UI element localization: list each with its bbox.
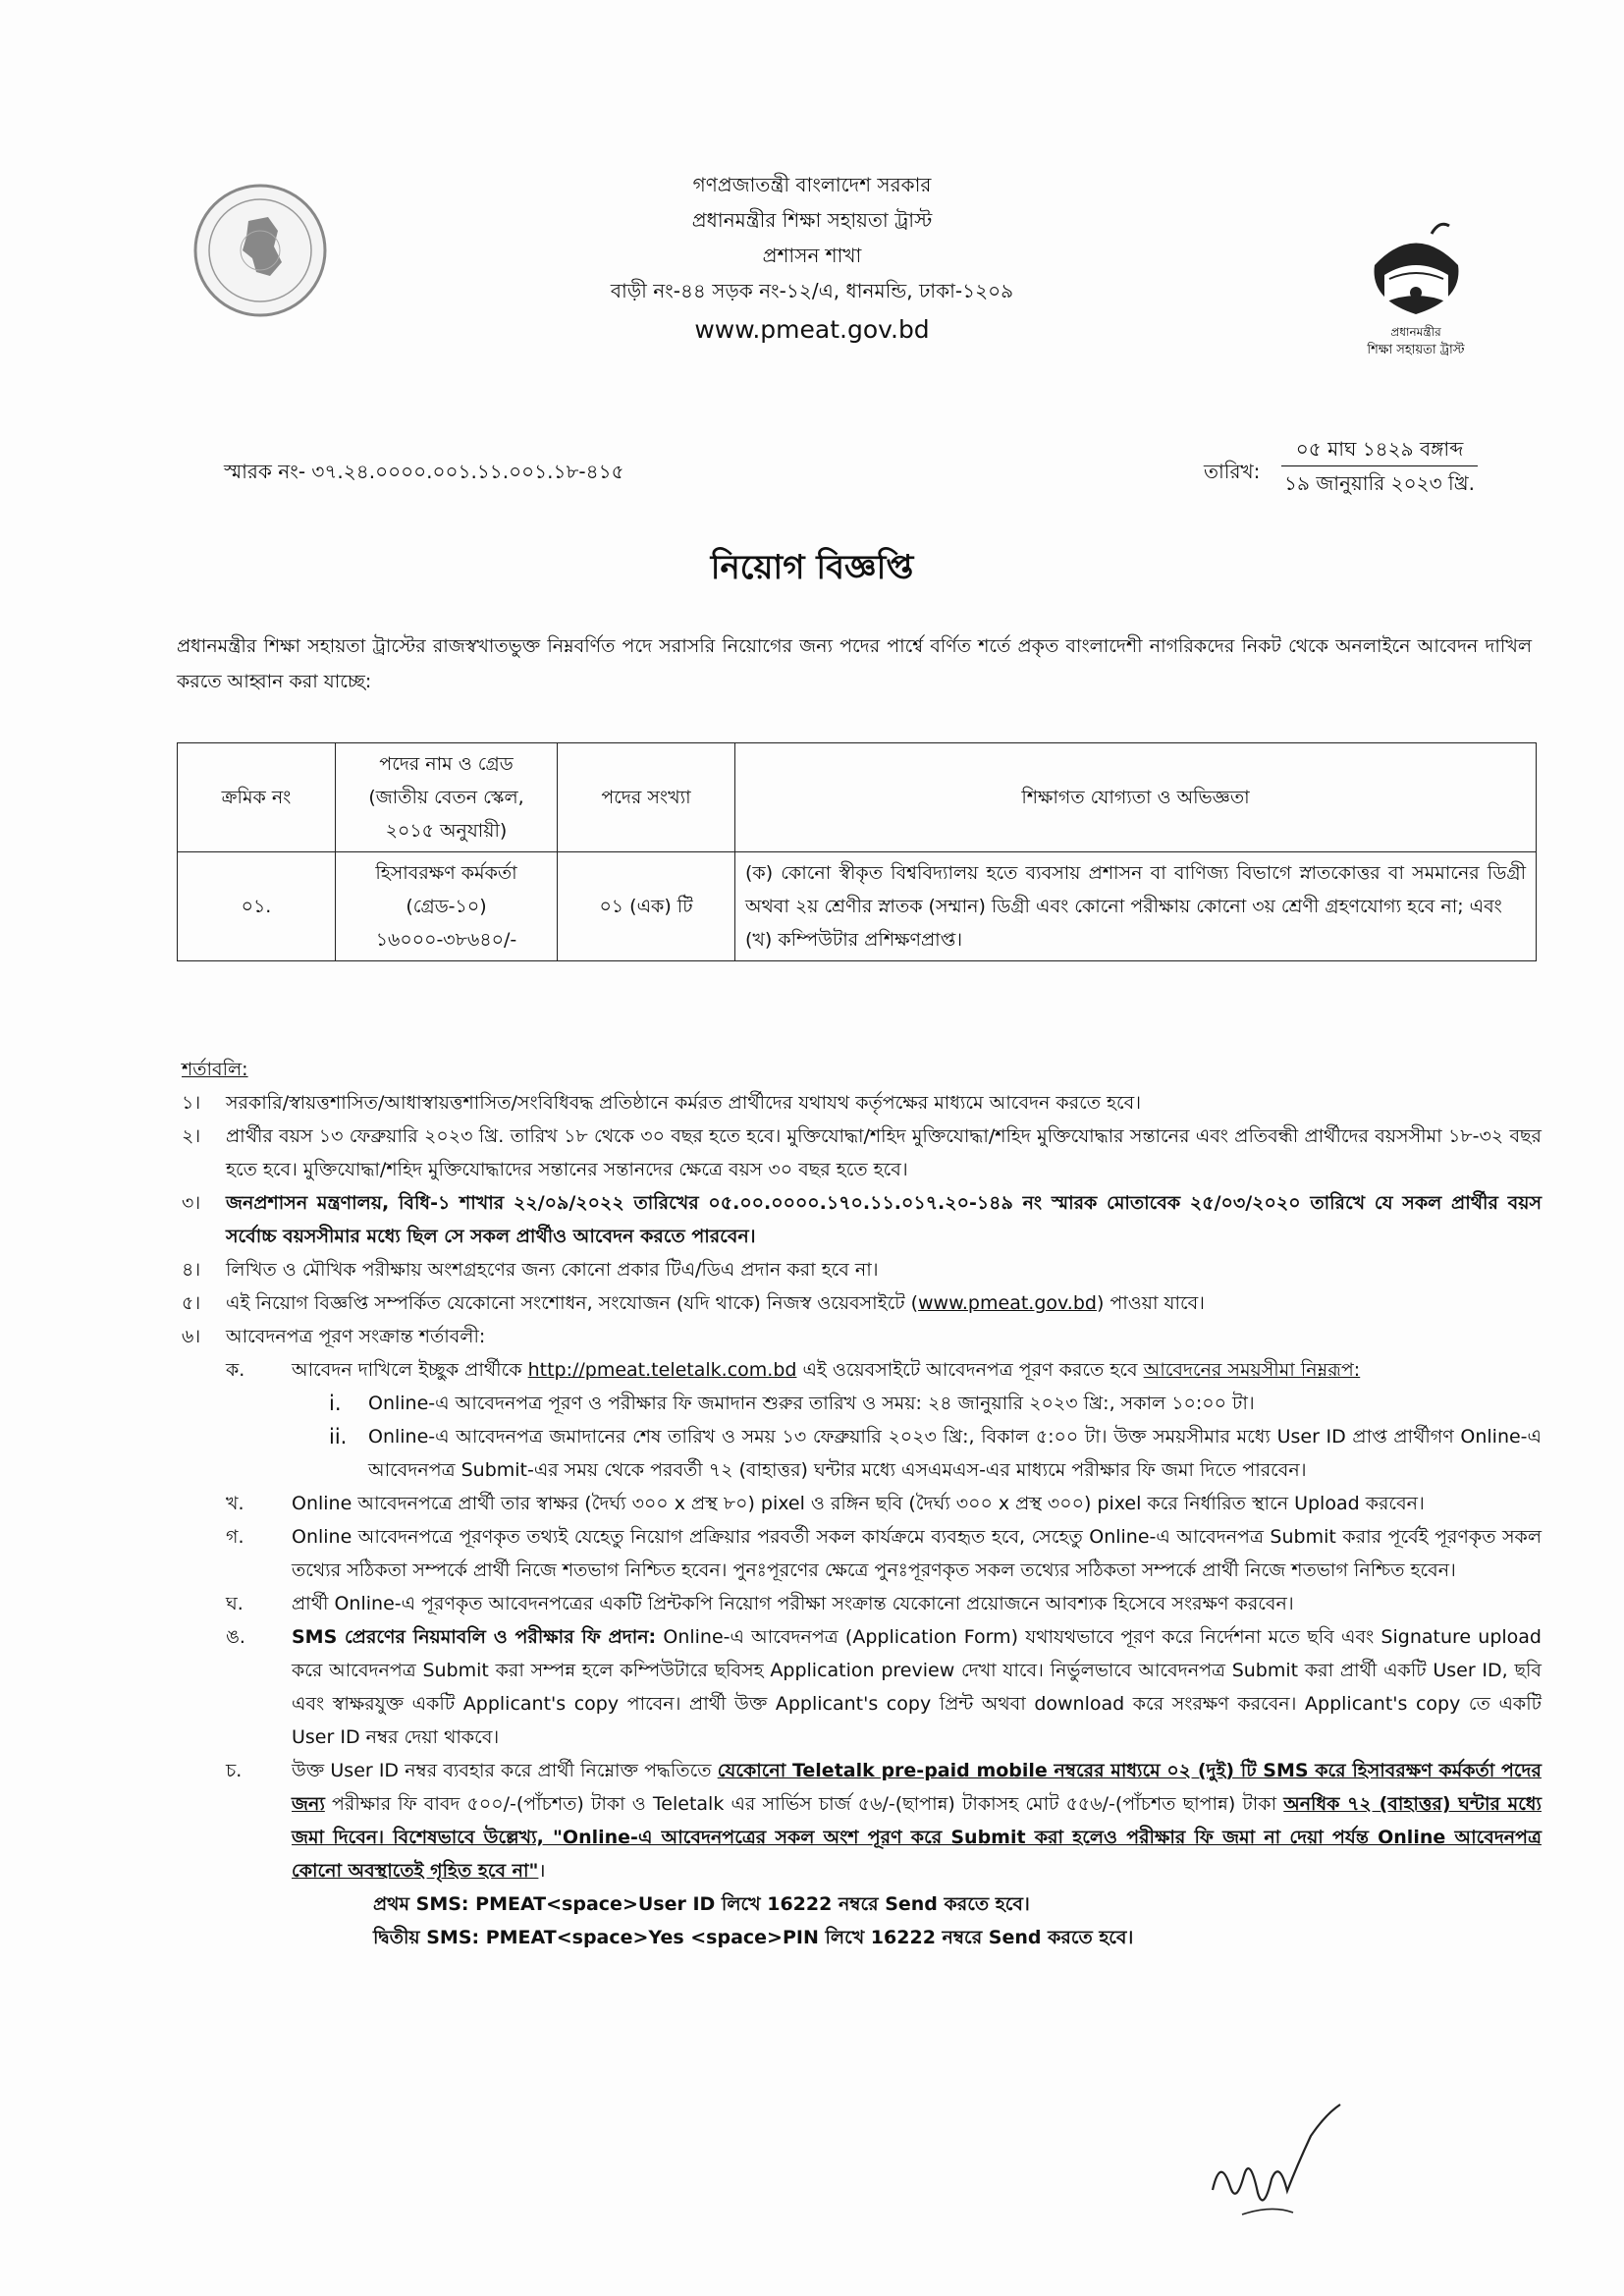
table-header-row	[178, 743, 1537, 852]
condition-item	[182, 1286, 1542, 1320]
condition-number: ৫।	[182, 1292, 201, 1314]
header-count: পদের সংখ্যা	[558, 743, 735, 852]
memo-number: স্মারক নং- ৩৭.২৪.০০০০.০০১.১১.০০১.১৮-৪১৫	[224, 460, 624, 483]
sub-text	[292, 1620, 1542, 1754]
ka-text-post: এই ওয়েবসাইটে আবেদনপত্র পূরণ করতে হবে	[796, 1359, 1138, 1381]
government-seal-logo	[191, 182, 329, 319]
sub-label: খ.	[226, 1493, 244, 1514]
condition-number: ৪।	[182, 1259, 201, 1281]
condition-text: আবেদনপত্র পূরণ সংক্রান্ত শর্তাবলী:	[226, 1326, 486, 1347]
header-post-line1: পদের নাম ও গ্রেড	[379, 753, 514, 775]
row-qualification	[735, 852, 1537, 961]
website-link[interactable]: www.pmeat.gov.bd	[918, 1292, 1097, 1314]
signature	[1203, 2097, 1350, 2244]
trust-logo	[1355, 216, 1478, 368]
row-count: ০১ (এক) টি	[558, 852, 735, 961]
sub-item-ii	[329, 1420, 1542, 1487]
ka-text-pre: আবেদন দাখিলে ইচ্ছুক প্রার্থীকে	[292, 1359, 528, 1381]
sub-label: গ.	[226, 1526, 244, 1548]
condition-item	[182, 1186, 1542, 1253]
sub-condition-ka	[226, 1353, 1542, 1387]
intro-paragraph: প্রধানমন্ত্রীর শিক্ষা সহায়তা ট্রাস্টের রাজস্বখাতভুক্ত নিম্নবর্ণিত পদে সরাসরি নিয়োগের জন্য পদের পার্শ্বে বর্ণিত শর্তে প্রকৃত বাংলাদেশী নাগরিকদের নিকট থেকে অনলাইনে আবেদন দাখিল করতে আহ্বান করা যাচ্ছে:	[177, 635, 1532, 692]
sub-label: ঘ.	[226, 1593, 244, 1614]
row-grade: (গ্রেড-১০)	[406, 896, 487, 917]
condition-text: প্রার্থীর বয়স ১৩ ফেব্রুয়ারি ২০২৩ খ্রি. তারিখ ১৮ থেকে ৩০ বছর হতে হবে। মুক্তিযোদ্ধা/শহিদ মুক্তিযোদ্ধা/শহিদ মুক্তিযোদ্ধার সন্তানের এবং প্রতিবন্ধী প্রার্থীদের বয়সসীমা ১৮-৩২ বছর হতে হবে। মুক্তিযোদ্ধা/শহিদ মুক্তিযোদ্ধাদের সন্তানের সন্তানদের ক্ষেত্রে বয়স ৩০ বছর হতে হবে।	[226, 1125, 1542, 1180]
cha-emphasis-1: যেকোনো Teletalk pre-paid mobile নম্বরের মাধ্যমে ০২ (দুই) টি SMS করে হিসাবরক্ষণ কর্মকর্তা পদের জন্য	[292, 1760, 1542, 1815]
sub-text: Online-এ আবেদনপত্র জমাদানের শেষ তারিখ ও সময় ১৩ ফেব্রুয়ারি ২০২৩ খ্রি:, বিকাল ৫:০০ টা। উক্ত সময়সীমার মধ্যে User ID প্রাপ্ত প্রার্থীগণ Online-এ আবেদনপত্র Submit-এর সময় থেকে পরবর্তী ৭২ (বাহাত্তর) ঘন্টার মধ্যে এসএমএস-এর মাধ্যমে পরীক্ষার ফি জমা দিতে পারবেন।	[368, 1426, 1542, 1481]
qualification-b: (খ) কম্পিউটার প্রশিক্ষণপ্রাপ্ত।	[745, 929, 963, 951]
condition-item	[182, 1320, 1542, 1353]
cha-text-mid: পরীক্ষার ফি বাবদ ৫০০/-(পাঁচশত) টাকা ও Teletalk এর সার্ভিস চার্জ ৫৬/-(ছাপান্ন) টাকাসহ মোট ৫৫৬/-(পাঁচশত ছাপান্ন) টাকা	[324, 1793, 1284, 1815]
date-label: তারিখ:	[1204, 460, 1261, 483]
row-serial: ০১.	[178, 852, 336, 961]
condition-text-post: ) পাওয়া যাবে।	[1096, 1292, 1205, 1314]
sms-instruction-1: প্রথম SMS: PMEAT<space>User ID লিখে 16222 নম্বরে Send করতে হবে।	[373, 1893, 1030, 1915]
date-english: ১৯ জানুয়ারি ২০২৩ খ্রি.	[1284, 471, 1475, 495]
sub-text: প্রার্থী Online-এ পূরণকৃত আবেদনপত্রের একটি প্রিন্টকপি নিয়োগ পরীক্ষা সংক্রান্ত যেকোনো প্রয়োজনে আবশ্যক হিসেবে সংরক্ষণ করবেন।	[292, 1593, 1294, 1614]
condition-text: সরকারি/স্বায়ত্তশাসিত/আধাস্বায়ত্তশাসিত/সংবিধিবদ্ধ প্রতিষ্ঠানে কর্মরত প্রার্থীদের যথাযথ কর্তৃপক্ষের মাধ্যমে আবেদন করতে হবে।	[226, 1092, 1142, 1114]
header-address: বাড়ী নং-৪৪ সড়ক নং-১২/এ, ধানমন্ডি, ঢাকা-১২০৯	[610, 279, 1014, 302]
sub-label: ii.	[329, 1425, 348, 1449]
cha-text-pre: উক্ত User ID নম্বর ব্যবহার করে প্রার্থী নিম্নোক্ত পদ্ধতিতে	[292, 1760, 718, 1781]
condition-number: ৬।	[182, 1326, 201, 1347]
sub-condition-gha	[226, 1587, 1542, 1620]
cha-emphasis-2: অনধিক ৭২ (বাহাত্তর) ঘন্টার মধ্যে জমা দিবেন। বিশেষভাবে উল্লেখ্য, "Online-এ আবেদনপত্রের সকল অংশ পূরণ করে Submit করা হলেও পরীক্ষার ফি জমা না দেয়া পর্যন্ত Online আবেদনপত্র কোনো অবস্থাতেই গৃহিত হবে না"	[292, 1793, 1542, 1882]
sub-item-i	[329, 1387, 1542, 1420]
header-government: গণপ্রজাতন্ত্রী বাংলাদেশ সরকার	[692, 173, 932, 196]
row-post-name: হিসাবরক্ষণ কর্মকর্তা	[375, 862, 517, 884]
sms-rules-text: Online-এ আবেদনপত্র (Application Form) যথাযথভাবে পূরণ করে নির্দেশনা মতে ছবি এবং Signature upload করে আবেদনপত্র Submit করা সম্পন্ন হলে কম্পিউটারে ছবিসহ Application preview দেখা যাবে। নির্ভুলভাবে আবেদনপত্র Submit করা প্রার্থী একটি User ID, ছবি এবং স্বাক্ষরযুক্ত একটি Applicant's copy পাবেন। প্রার্থী উক্ত Applicant's copy প্রিন্ট অথবা download করে সংরক্ষণ করবেন। Applicant's copy তে একটি User ID নম্বর দেয়া থাকবে।	[292, 1626, 1542, 1748]
header-website[interactable]: www.pmeat.gov.bd	[694, 315, 930, 344]
sub-label: ঙ.	[226, 1626, 245, 1648]
sub-condition-ga	[226, 1520, 1542, 1587]
header-branch: প্রশাসন শাখা	[762, 244, 862, 267]
trust-logo-text2: শিক্ষা সহায়তা ট্রাস্ট	[1367, 343, 1465, 357]
date-block	[1281, 432, 1478, 500]
table-row	[178, 852, 1537, 961]
header-trust-name: প্রধানমন্ত্রীর শিক্ষা সহায়তা ট্রাস্ট	[691, 208, 933, 232]
date-bangla: ০৫ মাঘ ১৪২৯ বঙ্গাব্দ	[1281, 432, 1478, 466]
condition-item	[182, 1086, 1542, 1120]
qualification-a: (ক) কোনো স্বীকৃত বিশ্ববিদ্যালয় হতে ব্যবসায় প্রশাসন বা বাণিজ্য বিভাগে স্নাতকোত্তর বা সমমানের ডিগ্রী অথবা ২য় শ্রেণীর স্নাতক (সম্মান) ডিগ্রী এবং কোনো পরীক্ষায় কোনো ৩য় শ্রেণী গ্রহণযোগ্য হবে না; এবং	[745, 862, 1526, 917]
sub-condition-cha	[226, 1754, 1542, 1887]
sub-label: চ.	[226, 1760, 243, 1781]
sub-text: Online-এ আবেদনপত্র পূরণ ও পরীক্ষার ফি জমাদান শুরুর তারিখ ও সময়: ২৪ জানুয়ারি ২০২৩ খ্রি:, সকাল ১০:০০ টা।	[368, 1393, 1255, 1414]
sub-condition-uma	[226, 1620, 1542, 1754]
header-serial: ক্রমিক নং	[178, 743, 336, 852]
conditions-section	[182, 1053, 1542, 1954]
header-post-line2: (জাতীয় বেতন স্কেল,	[368, 787, 524, 808]
header-post	[336, 743, 558, 852]
header-qualification: শিক্ষাগত যোগ্যতা ও অভিজ্ঞতা	[735, 743, 1537, 852]
condition-item	[182, 1253, 1542, 1286]
letterhead	[491, 167, 1133, 348]
condition-text	[226, 1286, 1542, 1320]
sub-text: Online আবেদনপত্রে পূরণকৃত তথ্যই যেহেতু নিয়োগ প্রক্রিয়ার পরবর্তী সকল কার্যক্রমে ব্যবহৃত হবে, সেহেতু Online-এ আবেদনপত্র Submit করার পূর্বেই পূরণকৃত সকল তথ্যের সঠিকতা সম্পর্কে প্রার্থী নিজে শতভাগ নিশ্চিত হবেন। পুনঃপূরণের ক্ষেত্রে পুনঃপূরণকৃত সকল তথ্যের সঠিকতা সম্পর্কে প্রার্থী নিজে শতভাগ নিশ্চিত হবেন।	[292, 1526, 1542, 1581]
ka-deadline-heading: আবেদনের সময়সীমা নিম্নরূপ:	[1143, 1359, 1361, 1381]
row-post	[336, 852, 558, 961]
sub-text: Online আবেদনপত্রে প্রার্থী তার স্বাক্ষর (দৈর্ঘ্য ৩০০ x প্রস্থ ৮০) pixel ও রঙ্গিন ছবি (দৈর্ঘ্য ৩০০ x প্রস্থ ৩০০) pixel করে নির্ধারিত স্থানে Upload করবেন।	[292, 1493, 1425, 1514]
condition-item	[182, 1120, 1542, 1186]
condition-text-pre: এই নিয়োগ বিজ্ঞপ্তি সম্পর্কিত যেকোনো সংশোধন, সংযোজন (যদি থাকে) নিজস্ব ওয়েবসাইটে (	[226, 1292, 919, 1314]
application-site-link[interactable]: http://pmeat.teletalk.com.bd	[527, 1359, 797, 1381]
conditions-heading: শর্তাবলি:	[182, 1059, 248, 1080]
sms-rules-heading: SMS প্রেরণের নিয়মাবলি ও পরীক্ষার ফি প্রদান:	[292, 1626, 657, 1648]
sub-condition-kha	[226, 1487, 1542, 1520]
condition-number: ১।	[182, 1092, 201, 1114]
sub-text	[292, 1754, 1542, 1887]
header-post-line3: ২০১৫ অনুযায়ী)	[385, 820, 508, 842]
sub-label: i.	[329, 1392, 342, 1415]
condition-number: ২।	[182, 1125, 201, 1147]
sms-instruction-2: দ্বিতীয় SMS: PMEAT<space>Yes <space>PIN লিখে 16222 নম্বরে Send করতে হবে।	[373, 1927, 1134, 1948]
vacancy-table	[177, 742, 1537, 961]
cha-text-end: ।	[538, 1860, 546, 1882]
sub-label: ক.	[226, 1359, 245, 1381]
row-scale: ১৬০০০-৩৮৬৪০/-	[375, 929, 517, 951]
page-title: নিয়োগ বিজ্ঞপ্তি	[710, 548, 914, 587]
condition-text: লিখিত ও মৌখিক পরীক্ষায় অংশগ্রহণের জন্য কোনো প্রকার টিএ/ডিএ প্রদান করা হবে না।	[226, 1259, 879, 1281]
condition-text: জনপ্রশাসন মন্ত্রণালয়, বিধি-১ শাখার ২২/০৯/২০২২ তারিখের ০৫.০০.০০০০.১৭০.১১.০১৭.২০-১৪৯ নং স্মারক মোতাবেক ২৫/০৩/২০২০ তারিখে যে সকল প্রার্থীর বয়স সর্বোচ্চ বয়সসীমার মধ্যে ছিল সে সকল প্রার্থীও আবেদন করতে পারবেন।	[226, 1192, 1542, 1247]
sub-text	[292, 1353, 1542, 1387]
condition-number: ৩।	[182, 1192, 201, 1214]
trust-logo-text1: প্রধানমন্ত্রীর	[1390, 325, 1441, 339]
